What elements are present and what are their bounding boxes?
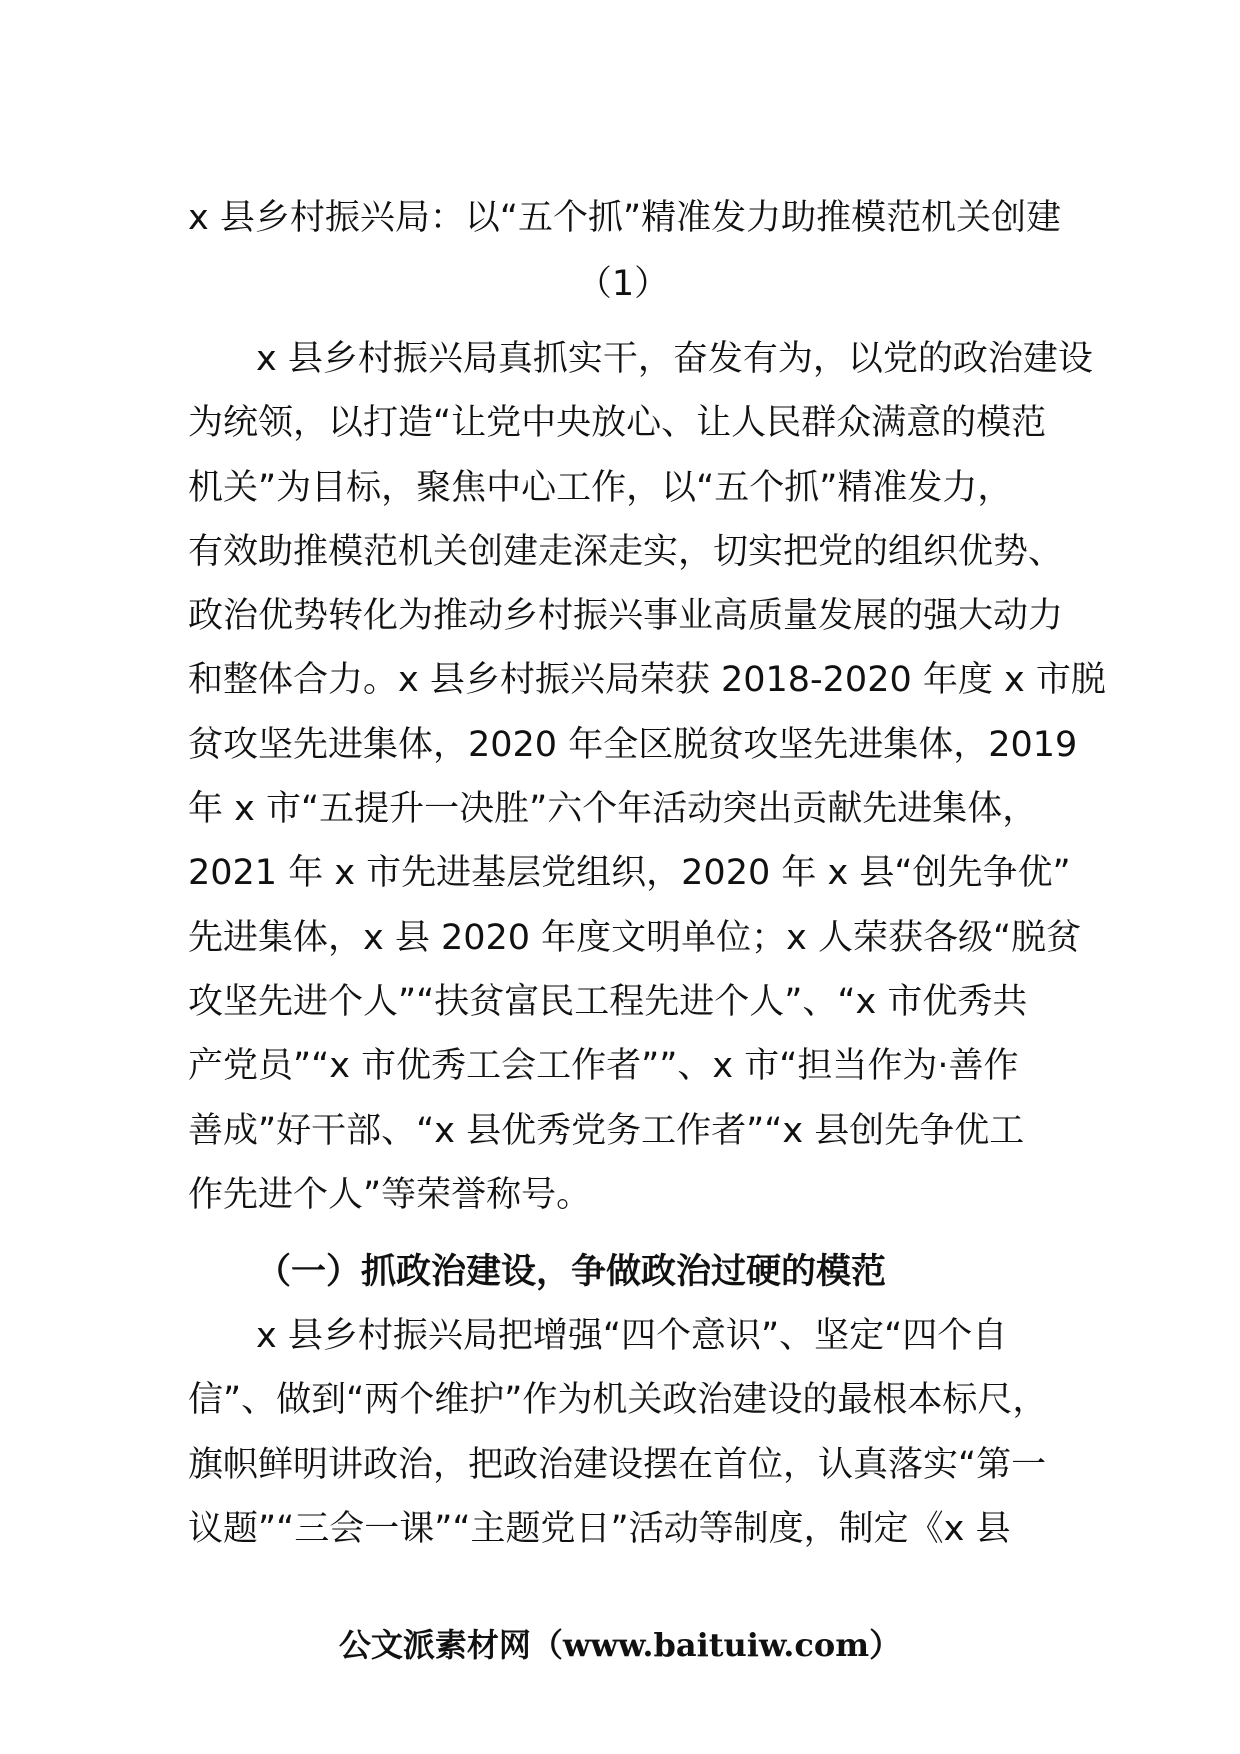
text-line: 先进集体，x 县 2020 年度文明单位；x 人荣获各级“脱贫 — [188, 917, 1082, 958]
text-line: x 县乡村振兴局真抓实干，奋发有为，以党的政治建设 — [256, 339, 1093, 379]
title-line: （1） — [576, 264, 670, 304]
paragraph-section-1 — [188, 1304, 1058, 1561]
text-line: x 县乡村振兴局把增强“四个意识”、坚定“四个自 — [256, 1316, 1008, 1356]
text-line: 机关”为目标，聚焦中心工作，以“五个抓”精准发力， — [188, 467, 1013, 508]
text-line: 有效助推模范机关创建走深走实，切实把党的组织优势、 — [188, 531, 1064, 572]
text-line: 年 x 市“五提升一决胜”六个年活动突出贡献先进集体， — [188, 789, 1038, 830]
paragraph-intro — [188, 327, 1106, 1227]
title-line: x 县乡村振兴局：以“五个抓”精准发力助推模范机关创建 — [188, 198, 1062, 238]
text-line: 产党员”“x 市优秀工会工作者””、x 市“担当作为·善作 — [188, 1046, 1019, 1087]
text-line: 善成”好干部、“x 县优秀党务工作者”“x 县创先争优工 — [188, 1110, 1025, 1151]
page-footer: 公文派素材网（www.baituiw.com） — [338, 1626, 902, 1664]
section-heading: （一）抓政治建设，争做政治过硬的模范 — [256, 1252, 887, 1292]
text-line: 议题”“三会一课”“主题党日”活动等制度，制定《x 县 — [188, 1508, 1011, 1549]
text-line: 政治优势转化为推动乡村振兴事业高质量发展的强大动力 — [188, 596, 1064, 637]
document-title — [188, 185, 1062, 317]
text-line: 和整体合力。x 县乡村振兴局荣获 2018-2020 年度 x 市脱 — [188, 660, 1106, 701]
text-line: 作先进个人”等荣誉称号。 — [188, 1174, 592, 1215]
text-line: 旗帜鲜明讲政治，把政治建设摆在首位，认真落实“第一 — [188, 1444, 1047, 1485]
text-line: 信”、做到“两个维护”作为机关政治建设的最根本标尺， — [188, 1380, 1048, 1421]
text-line: 贫攻坚先进集体，2020 年全区脱贫攻坚先进集体，2019 — [188, 724, 1078, 765]
text-line: 为统领，以打造“让党中央放心、让人民群众满意的模范 — [188, 403, 1047, 444]
text-line: 2021 年 x 市先进基层党组织，2020 年 x 县“创先争优” — [188, 853, 1071, 894]
text-line: 攻坚先进个人”“扶贫富民工程先进个人”、“x 市优秀共 — [188, 981, 1028, 1022]
